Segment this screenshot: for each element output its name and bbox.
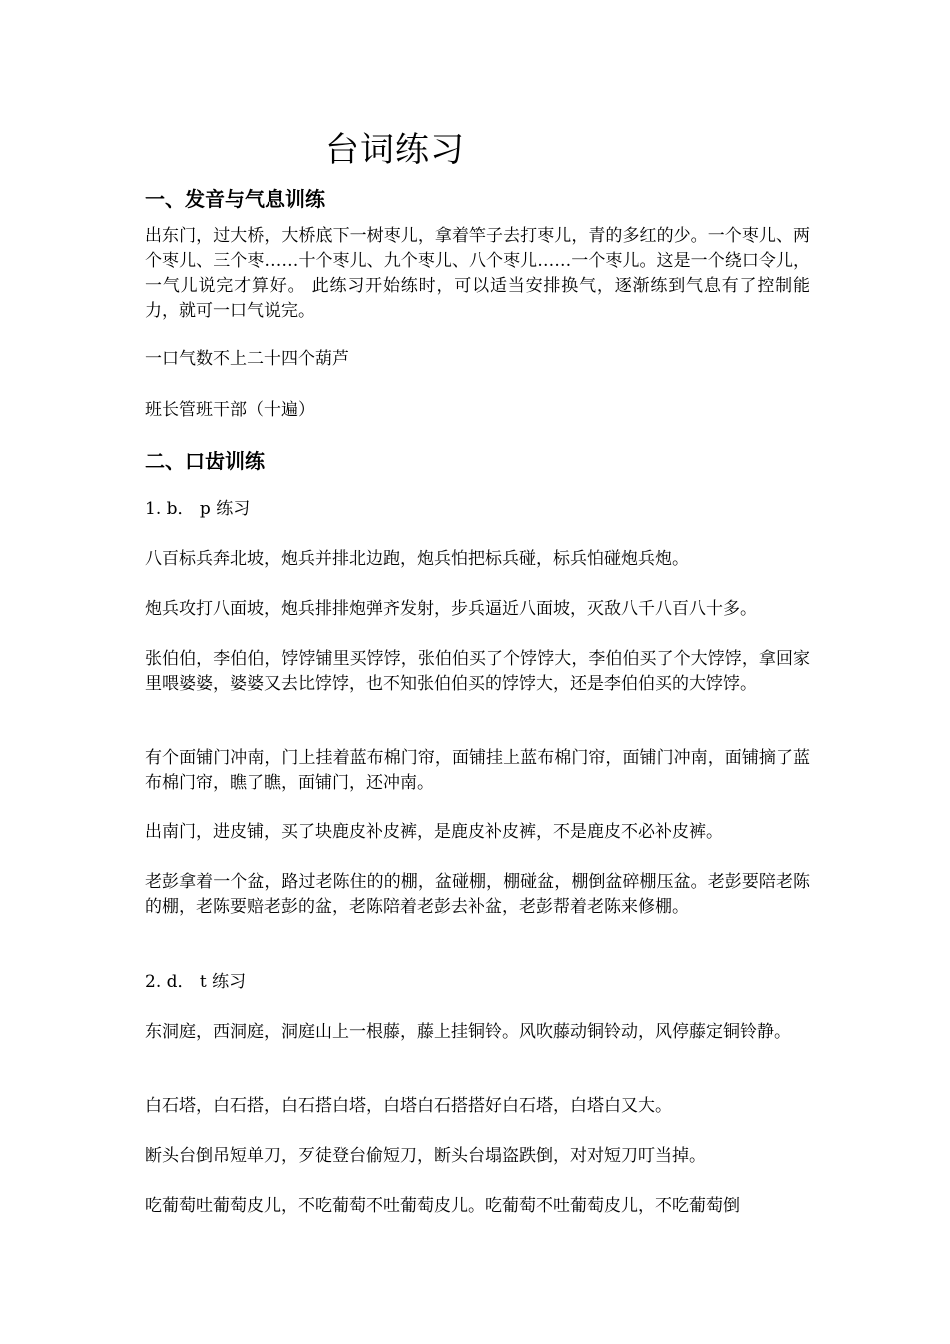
tongue-twister-monitor: 班长管班干部（十遍） — [145, 400, 315, 420]
paragraph-b-p-6: 老彭拿着一个盆，路过老陈住的的棚，盆碰棚，棚碰盆，棚倒盆碎棚压盆。老彭要陪老陈的棚，老陈要赔老彭的盆，老陈陪着老彭去补盆，老彭帮着老陈来修棚。 — [145, 872, 810, 917]
paragraph-d-t-4: 吃葡萄吐葡萄皮儿，不吃葡萄不吐葡萄皮儿。吃葡萄不吐葡萄皮儿，不吃葡萄倒 — [145, 1196, 740, 1216]
paragraph-b-p-1: 八百标兵奔北坡，炮兵并排北边跑，炮兵怕把标兵碰，标兵怕碰炮兵炮。 — [145, 549, 689, 569]
section-heading-articulation: 二、口齿训练 — [145, 449, 265, 473]
paragraph-b-p-4: 有个面铺门冲南，门上挂着蓝布棉门帘，面铺挂上蓝布棉门帘，面铺门冲南，面铺摘了蓝布棉门帘，瞧了瞧，面铺门，还冲南。 — [145, 748, 810, 793]
section-heading-breath: 一、发音与气息训练 — [145, 187, 325, 211]
paragraph-b-p-5: 出南门，进皮铺，买了块鹿皮补皮裤，是鹿皮补皮裤，不是鹿皮不必补皮裤。 — [145, 822, 723, 842]
subheading-b-p: 1. b． p 练习 — [145, 499, 251, 519]
paragraph-breath-exercise: 出东门，过大桥，大桥底下一树枣儿，拿着竿子去打枣儿，青的多红的少。一个枣儿、两个枣儿、三个枣……十个枣儿、九个枣儿、八个枣儿……一个枣儿。这是一个绕口令儿，一气儿说完才算好。 此练习开始练时，可以适当安排换气，逐渐练到气息有了控制能力，就可一口气说完。 — [145, 226, 810, 321]
paragraph-b-p-3: 张伯伯，李伯伯，饽饽铺里买饽饽，张伯伯买了个饽饽大，李伯伯买了个大饽饽，拿回家里喂婆婆，婆婆又去比饽饽，也不知张伯伯买的饽饽大，还是李伯伯买的大饽饽。 — [145, 649, 810, 694]
paragraph-d-t-3: 断头台倒吊短单刀，歹徒登台偷短刀，断头台塌盗跌倒，对对短刀叮当掉。 — [145, 1146, 706, 1166]
subheading-d-t: 2. d． t 练习 — [145, 972, 247, 992]
paragraph-d-t-2: 白石塔，白石搭，白石搭白塔，白塔白石搭搭好白石塔，白塔白又大。 — [145, 1096, 672, 1116]
page-title: 台词练习 — [325, 130, 465, 170]
paragraph-b-p-2: 炮兵攻打八面坡，炮兵排排炮弹齐发射，步兵逼近八面坡，灭敌八千八百八十多。 — [145, 599, 757, 619]
tongue-twister-gourds: 一口气数不上二十四个葫芦 — [145, 349, 349, 369]
paragraph-d-t-1: 东洞庭，西洞庭，洞庭山上一根藤，藤上挂铜铃。风吹藤动铜铃动，风停藤定铜铃静。 — [145, 1022, 791, 1042]
